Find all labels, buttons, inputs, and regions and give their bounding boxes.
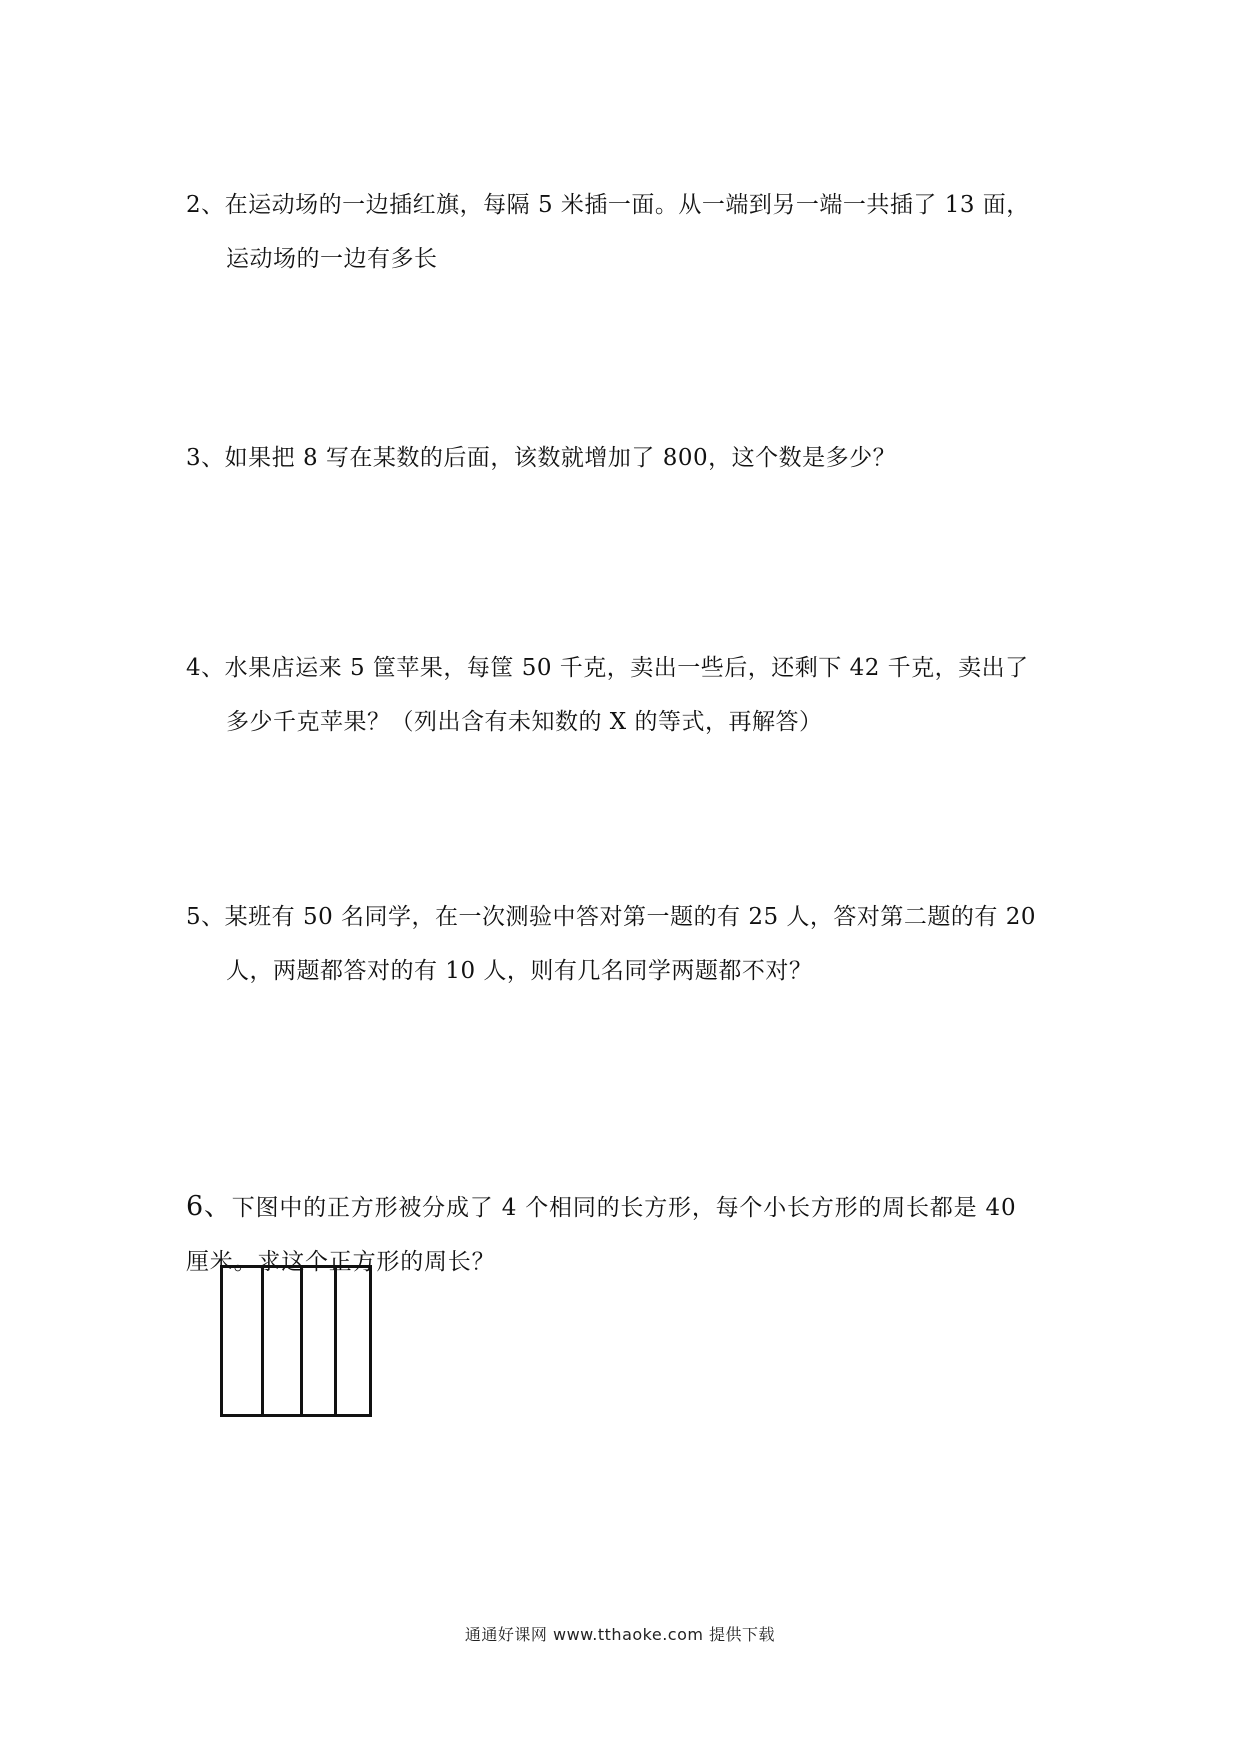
question-6-line-1: 6、下图中的正方形被分成了 4 个相同的长方形，每个小长方形的周长都是 40 — [186, 1191, 1017, 1222]
square-divider-2 — [300, 1268, 303, 1414]
question-5-line-1: 5、某班有 50 名同学，在一次测验中答对第一题的有 25 人，答对第二题的有 20 — [186, 904, 1036, 930]
question-4-number: 4、 — [186, 655, 225, 681]
question-4 — [186, 641, 1066, 749]
question-5 — [186, 890, 1066, 998]
question-2 — [186, 178, 1066, 286]
question-5-line-2: 人，两题都答对的有 10 人，则有几名同学两题都不对？ — [226, 958, 813, 984]
question-4-line-1: 4、水果店运来 5 筐苹果，每筐 50 千克，卖出一些后，还剩下 42 千克，卖出了 — [186, 655, 1029, 681]
question-2-number: 2、 — [186, 192, 225, 218]
square-divider-1 — [261, 1268, 264, 1414]
question-4-line-2: 多少千克苹果？（列出含有未知数的 X 的等式，再解答） — [226, 709, 823, 735]
question-2-line-2: 运动场的一边有多长 — [226, 246, 438, 272]
question-3 — [186, 431, 1066, 485]
square-divider-3 — [334, 1268, 337, 1414]
question-6-number: 6、 — [186, 1191, 232, 1222]
square-figure — [220, 1265, 372, 1417]
question-5-number: 5、 — [186, 904, 225, 930]
footer-credit: 通通好课网 www.tthaoke.com 提供下载 — [464, 1625, 776, 1644]
question-2-line-1: 2、在运动场的一边插红旗，每隔 5 米插一面。从一端到另一端一共插了 13 面， — [186, 192, 1030, 218]
question-6-line-2: 厘米。求这个正方形的周长？ — [186, 1249, 496, 1275]
question-3-line-1: 3、如果把 8 写在某数的后面，该数就增加了 800，这个数是多少？ — [186, 445, 897, 471]
question-3-number: 3、 — [186, 445, 225, 471]
